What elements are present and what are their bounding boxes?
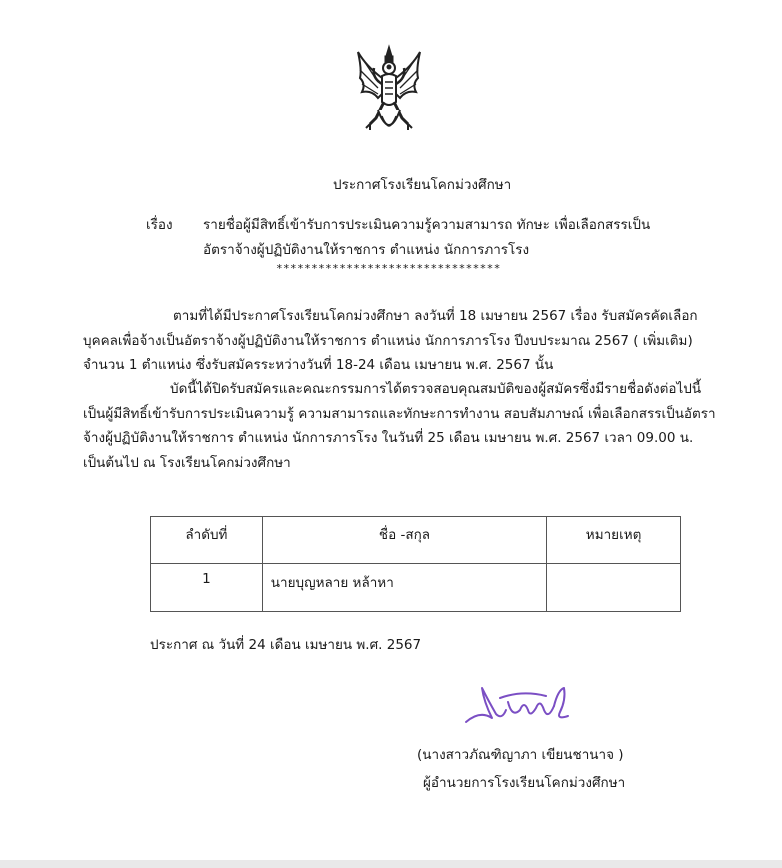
page-bottom-edge: [0, 860, 782, 868]
subject-line-1: รายชื่อผู้มีสิทธิ์เข้ารับการประเมินความรู้ความสามารถ ทักษะ เพื่อเลือกสรรเป็น: [203, 217, 651, 233]
candidate-table: [150, 516, 681, 612]
subject-line-2: อัตราจ้างผู้ปฏิบัติงานให้ราชการ ตำแหน่ง นักการภารโรง: [203, 242, 530, 258]
document-title: ประกาศโรงเรียนโคกม่วงศึกษา: [333, 177, 512, 193]
table-header-row: [151, 517, 681, 564]
header-name: ชื่อ -สกุล: [262, 517, 546, 564]
signer-name: (นางสาวภัณฑิญาภา เขียนชานาจ ): [417, 747, 624, 763]
table-row: [151, 564, 681, 612]
paragraph-2-line-1: บัดนี้ได้ปิดรับสมัครและคณะกรรมการได้ตรวจสอบคุณสมบัติของผู้สมัครซึ่งมีรายชื่อดังต่อไปนี้: [170, 381, 702, 397]
row-order: 1: [151, 564, 263, 612]
header-order: ลำดับที่: [151, 517, 263, 564]
paragraph-1-line-3: จำนวน 1 ตำแหน่ง ซึ่งรับสมัครระหว่างวันที่ 18-24 เดือน เมษายน พ.ศ. 2567 นั้น: [83, 357, 554, 373]
paragraph-2-line-2: เป็นผู้มีสิทธิ์เข้ารับการประเมินความรู้ ความสามารถและทักษะการทำงาน สอบสัมภาษณ์ เพื่อเลือกสรรเป็นอัตรา: [83, 406, 716, 422]
signer-position: ผู้อำนวยการโรงเรียนโคกม่วงศึกษา: [423, 775, 626, 791]
header-note: หมายเหตุ: [547, 517, 681, 564]
row-name: นายบุญหลาย หล้าหา: [262, 564, 546, 612]
garuda-emblem-icon: [356, 44, 422, 142]
subject-label: เรื่อง: [146, 217, 173, 233]
paragraph-1-line-1: ตามที่ได้มีประกาศโรงเรียนโคกม่วงศึกษา ลงวันที่ 18 เมษายน 2567 เรื่อง รับสมัครคัดเลือก: [173, 308, 698, 324]
paragraph-2-line-4: เป็นต้นไป ณ โรงเรียนโคกม่วงศึกษา: [83, 455, 291, 471]
separator: ********************************: [276, 262, 501, 275]
paragraph-1-line-2: บุคคลเพื่อจ้างเป็นอัตราจ้างผู้ปฏิบัติงานให้ราชการ ตำแหน่ง นักการภารโรง ปีงบประมาณ 2567 ( เพิ่มเติม): [83, 333, 693, 349]
row-note: [547, 564, 681, 612]
announce-date: ประกาศ ณ วันที่ 24 เดือน เมษายน พ.ศ. 2567: [150, 637, 422, 653]
paragraph-2-line-3: จ้างผู้ปฏิบัติงานให้ราชการ ตำแหน่ง นักการภารโรง ในวันที่ 25 เดือน เมษายน พ.ศ. 2567 เวลา 09.00 น.: [83, 430, 694, 446]
signature-image: [462, 680, 582, 732]
